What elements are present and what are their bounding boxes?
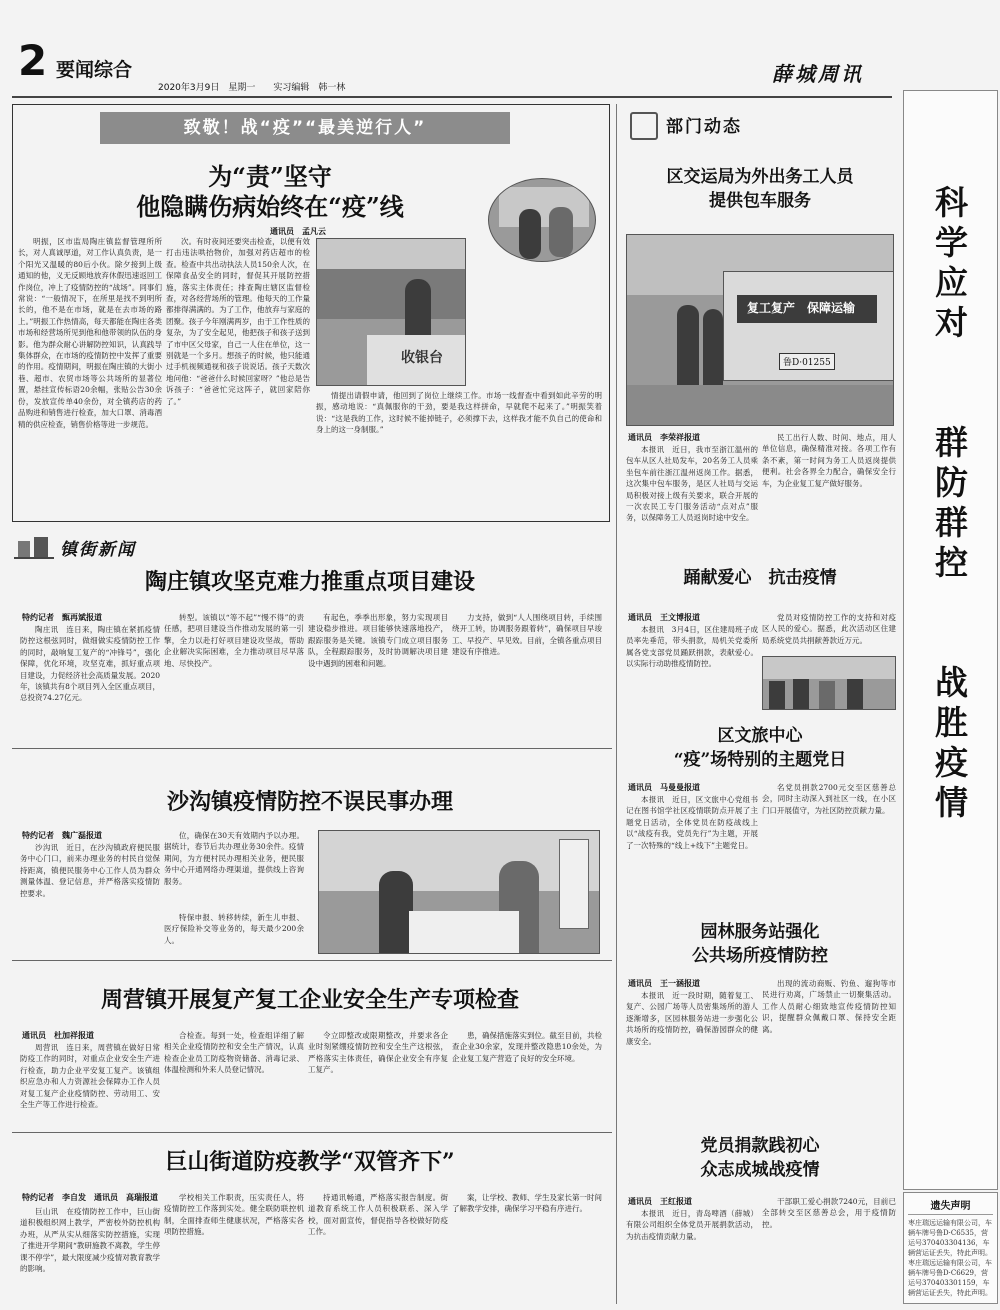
lost-notice-body: 枣庄瑞远运输有限公司，车辆车牌号鲁D·C6535，营运号370403304136，车辆营运证丢失，特此声明。 枣庄瑞远运输有限公司，车辆车牌号鲁D·C6629，营运号370403301159，车辆营运证丢失，特此声明。 [908, 1219, 996, 1297]
dept-s2-col1: 本报讯 3月4日，区住建局班子成员率先垂范，带头捐款，局机关党委所属各党支部党员踊跃捐款，表献爱心。以实际行动助推疫情防控。 [626, 625, 758, 669]
dept-title-1b: 提供包车服务 [709, 191, 811, 211]
header-rule [12, 96, 892, 98]
dept-s4-col2: 出现的流动商贩、钓鱼、遛狗等市民进行劝离，广场禁止一切聚集活动。工作人员耐心细致地宣传疫情防控知识，提醒群众佩戴口罩、保持安全距离。 [762, 979, 896, 1034]
article3-col3: 令立即整改或限期整改，并要求各企业时刻紧绷疫情防控和安全生产这根弦，严格落实主体责任，确保企业安全有序复工复产。 [308, 1031, 448, 1075]
feature-photo-pharmacy [316, 238, 466, 386]
article1-col1: 陶庄讯 连日来，陶庄镇在紧抓疫情防控这根弦同时，做细做实疫情防控工作的同时，敲响复工复产的“冲锋号”，强化保障，优化环境，攻坚克难，抓好重点项目建设，力促经济社会高质量发展。2020年，该镇共有8个项目列入全区重点项目，总投资74.27亿元。 [20, 625, 160, 703]
dept-title-2: 踊献爱心 抗击疫情 [683, 568, 837, 588]
dept-s3-col2: 名党员捐款2700元交至区慈善总会，同时主动深入到社区一线，在小区门口开展值守，为社区防控贡献力量。 [762, 783, 896, 815]
article2-byline: 特约记者 魏广磊报道 [22, 831, 102, 840]
slogan-char: 群 [935, 423, 968, 462]
article4-col1: 巨山讯 在疫情防控工作中，巨山街道积极组织网上教学，严密校外防控机构办班，从严从实从细落实防控措施，实现了推进开学期间“教研施教不离教，学生停课不停学”，最大限度减少疫情对教育教学的影响。 [20, 1207, 160, 1274]
slogan-char: 胜 [935, 703, 968, 742]
article2-col3: 特保申报、转移转续，新生儿申报、医疗保险补交等业务的，每天最少200余人。 [164, 913, 304, 945]
dept-news-header [620, 104, 900, 146]
dept-s1-col1: 本报讯 近日，我市至浙江温州的包车从区人社局发车，20名务工人员乘坐包车前往浙江温州返岗工作。据悉，这次集中包车服务，是区人社局与交运局积极对接上级有关要求，联合开展的一次农民工专门服务活动“点对点”服务，以保障务工人员返岗时途中安全。 [626, 445, 758, 523]
dept-title-5b: 众志成城战疫情 [700, 1160, 820, 1180]
lost-notice-title: 遗失声明 [908, 1197, 993, 1215]
dept-s1-byline: 通讯员 李荣祥报道 [628, 433, 700, 442]
article3-title: 周营镇开展复产复工企业安全生产专项检查 [100, 987, 519, 1013]
slogan-char: 防 [935, 463, 968, 502]
article4-col4: 案，让学校、教师、学生及家长第一时间了解教学安排，确保学习平稳有序进行。 [452, 1193, 602, 1214]
slogan-char: 科 [935, 183, 968, 222]
feature-title [60, 162, 480, 222]
dept-s4-byline: 通讯员 王一涵报道 [628, 979, 700, 988]
article1-col3: 有起色，季季出形象，努力实现项目建设稳步推进。项目能够快速落地投产，跟踪服务是关键。该镇专门成立项目服务队，全程跟踪服务，及时协调解决项目建设中遇到的困难和问题。 [308, 613, 448, 668]
column-divider [616, 104, 617, 1304]
article1-byline: 特约记者 甄再斌报道 [22, 613, 102, 622]
town-news-label: 镇街新闻 [60, 540, 136, 560]
dept-s5-byline: 通讯员 王红报道 [628, 1197, 692, 1206]
dept-title-1 [620, 165, 900, 213]
feature-photo-circle [488, 178, 596, 262]
feature-ribbon: 致敬！战“疫”“最美逆行人” [100, 112, 510, 144]
feature-col-1: 明振，区市监局陶庄镇监督管理所所长，对人真诚厚道，对工作认真负责，是一个阳光又温暖的80后小伙。除夕接到上级通知的他，义无反顾地放弃休假迅速返回工作岗位，冲上了疫情防控的“战场”。同事们常说：“一般情况下，在所里是找不到明所长的，他不是在市场，就是在去市场的路上。”明振工作热情高，每天都能在陶庄各类市场和经营场所见到他和他带领的队伍的身影。他为群众耐心讲解防控知识，认真践导集体群众，在市场的疫情防控中发挥了重要的作用。疫情期间，明振在陶庄镇的大街小巷、超市、农贸市场等公共场所的显著位置，悬挂宣传标语20余幅，张贴公告30余份，发放宣传单40余份，对全镇药店的药品购进和销售进行检查，加大口罩、消毒酒精的供应检查，销售价格等进一步规范。 [18, 237, 162, 429]
bus-plate: 鲁D·01255 [779, 353, 835, 370]
dept-s1-col2: 民工出行人数、时间、地点，用人单位信息，确保精准对接。各项工作有条不紊，第一时间为务工人员返岗提供便利。社会各界全力配合，确保安全行车，为企业复工复产做好服务。 [762, 433, 896, 488]
slogan-char: 情 [935, 783, 968, 822]
donation-photo [762, 656, 896, 710]
divider-3 [12, 1132, 612, 1133]
feature-byline: 通讯员 孟凡云 [270, 227, 326, 236]
town-news-header [12, 525, 192, 565]
dept-s3-byline: 通讯员 马曼曼报道 [628, 783, 700, 792]
article4-col2: 学校相关工作职责，压实责任人，将疫情防控工作落到实处。健全联防联控机制，全面排查师生健康状况，严格落实各项防控措施。 [164, 1193, 304, 1237]
article2-col1: 沙沟讯 近日，在沙沟镇政府便民服务中心门口，前来办理业务的村民自觉保持距离，镇便民服务中心工作人员为群众测量体温、登记信息，并严格落实疫情防控要求。 [20, 843, 160, 898]
article3-col1: 周营讯 连日来，周营镇在做好日常防疫工作的同时，对重点企业安全生产进行检查，助力企业平安复工复产。该镇组织应急办和人力资源社会保障办工作人员对复工复产企业疫情防控、劳动用工、安全生产等工作进行检查。 [20, 1043, 160, 1110]
article2-photo [318, 830, 600, 954]
slogan-bar [903, 90, 998, 1190]
dept-title-5 [620, 1134, 900, 1182]
newspaper-name: 薛城周讯 [772, 62, 864, 86]
dept-s4-col1: 本报讯 近一段时期，随着复工、复产、公园广场等人员密集场所的游人逐渐增多，区园林服务站进一步强化公共场所的疫情防控，确保游园群众的健康安全。 [626, 991, 758, 1046]
dept-news-label: 部门动态 [666, 117, 742, 137]
feature-col-2: 次。有时夜间还要突击检查，以便有效打击违法哄抬物价，加强对药店超市的检查。检查中共出动执法人员150余人次，在保障食品安全的同时，督促其开展防控措施，落实主体责任；排查陶庄辖区监督检查，对各经营场所的管理。他每天的工作量都排得满满的。为了工作，他放弃与家庭的团聚。孩子今年刚满两岁，由于工作性质的复杂，为了安全起见，他把孩子和孩子送到了市中区父母家，自己一人住在单位，这一别就是一个多月。想孩子的时候，他只能通过手机视频通视和孩子说说话。孩子天数次地问他：“爸爸什么时候回家呀？”他总是告诉孩子：“爸爸忙完这阵子，就回家陪你了。” [166, 237, 310, 406]
dept-title-5a: 党员捐款践初心 [700, 1136, 820, 1156]
date-line: 2020年3月9日 星期一 实习编辑 韩一林 [158, 83, 346, 93]
article1-title: 陶庄镇攻坚克难力推重点项目建设 [144, 569, 475, 595]
dept-s3-col1: 本报讯 近日，区文旅中心党组书记在图书馆学社区疫情联防点开展了主题党日活动，全体党员在防疫战线上以“战疫有我，党员先行”为主题，开展了一次特殊的“线上+线下”主题党日。 [626, 795, 758, 850]
article3-byline: 通讯员 杜加祥报道 [22, 1031, 94, 1040]
feature-title-line2: 他隐瞒伤病始终在“疫”线 [136, 192, 404, 221]
dept-title-4 [620, 920, 900, 968]
dept-s5-col2: 干部职工爱心捐款7240元，目前已全部转交至区慈善总会，用于疫情防控。 [762, 1197, 896, 1229]
dept-title-4a: 园林服务站强化 [700, 922, 820, 942]
slogan-char: 群 [935, 503, 968, 542]
dept-s2-byline: 通讯员 王文博报道 [628, 613, 700, 622]
article2-title: 沙沟镇疫情防控不误民事办理 [166, 789, 453, 815]
dept-title-3a: 区文旅中心 [717, 726, 803, 746]
slogan-char: 应 [935, 263, 968, 302]
dept-title-4b: 公共场所疫情防控 [692, 946, 828, 966]
divider-1 [12, 748, 612, 749]
article4-col3: 持通讯畅通，严格落实报告制度。街道教育系统工作人员积极联系、深入学校，面对面宣传，督促指导各校做好防疫工作。 [308, 1193, 448, 1237]
cashier-sign: 收银台 [401, 350, 443, 366]
article3-col2: 合检查。每到一处，检查组详细了解相关企业疫情防控和安全生产情况，认真检查企业员工防疫物资储备、消毒记录、体温检测和外来人员登记情况。 [164, 1031, 304, 1075]
building-icon [630, 112, 658, 140]
article1-col4: 力支持，做到“人人围绕项目转，手续围绕开工转，协调服务跟着转”，确保项目早竣工、早投产、早见效。目前，全镇各重点项目建设有序推进。 [452, 613, 602, 657]
lost-notice [903, 1192, 998, 1304]
slogan-char: 疫 [935, 743, 968, 782]
divider-2 [12, 960, 612, 961]
article4-title: 巨山街道防疫教学“双管齐下” [165, 1149, 455, 1175]
article1-col2: 转型。该镇以“等不起”“慢不得”的责任感，把项目建设当作推动发展的第一引擎，全力以赴打好项目建设攻坚战，帮助企业解决实际困难，全力推动项目尽早落地、尽快投产。 [164, 613, 304, 668]
slogan-char: 对 [935, 303, 968, 342]
bus-banner: 复工复产 保障运输 [747, 301, 856, 315]
slogan-char: 战 [935, 663, 968, 702]
dept-s2-col2: 党员对疫情防控工作的支持和对疫区人民的爱心。据悉，此次活动区住建局系统党员共捐献善款近万元。 [762, 613, 896, 645]
article3-col4: 患，确保措施落实到位。截至目前，共检查企业30余家，发现并整改隐患10余处，为企业复工复产营造了良好的安全环境。 [452, 1031, 602, 1063]
feature-title-line1: 为“责”坚守 [208, 162, 332, 191]
slogan-char: 学 [935, 223, 968, 262]
dept-s5-col1: 本报讯 近日，青岛啤酒（薛城）有限公司组织全体党员开展捐款活动，为抗击疫情贡献力量。 [626, 1209, 758, 1241]
page-number: 2 [18, 36, 48, 85]
feature-col-4: 情提出请假申请，他回到了岗位上继续工作。市场一线督查中看到如此辛劳的明振，感动地说：“真佩服你的干劲，要是我这样拼命，早就爬不起来了。”明振笑着说：“这是我的工作，这时候不能掉链子，必须撑下去，这样我才能不负自己的使命和身上的这一身制服。” [316, 391, 602, 435]
slogan-char: 控 [935, 543, 968, 582]
village-icon [14, 535, 54, 559]
article4-byline: 特约记者 李自发 通讯员 高瑞报道 [22, 1193, 158, 1202]
bus-photo [626, 234, 894, 426]
article2-col2: 位，确保在30天有效期内予以办理。据统计，春节后共办理业务30余件。疫情期间，为方便村民办理相关业务，便民服务中心开通网络办理渠道，提供线上咨询服务。 [164, 831, 304, 886]
dept-title-3b: “疫”场特别的主题党日 [673, 750, 847, 770]
dept-title-1a: 区交运局为外出务工人员 [666, 167, 854, 187]
page-section-name: 要闻综合 [56, 59, 133, 81]
dept-title-3 [620, 724, 900, 772]
